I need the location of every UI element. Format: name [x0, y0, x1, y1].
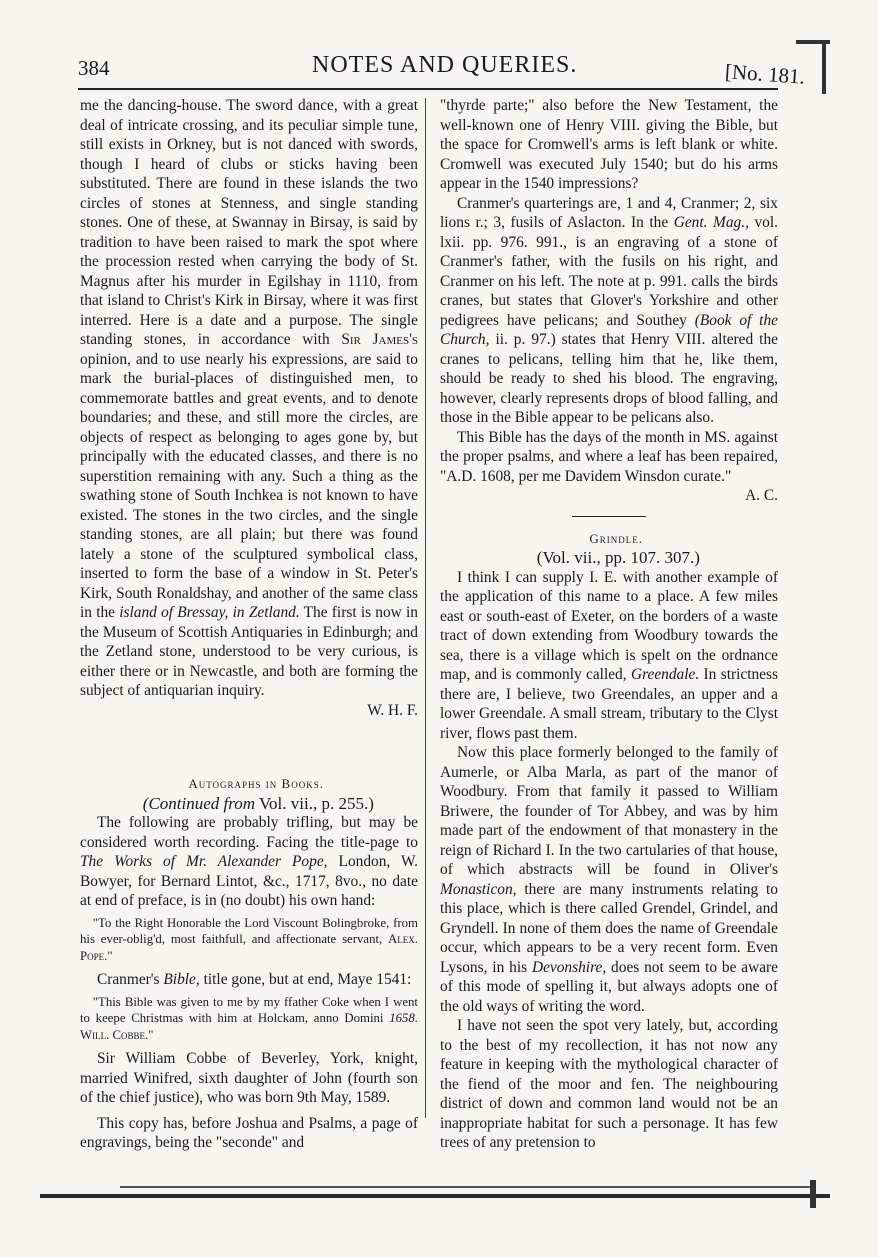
paragraph: Cranmer's Bible, title gone, but at end, Maye 1541:	[96, 971, 412, 988]
paragraph: This copy has, before Joshua and Psalms, a page of engravings, being the "seconde" and	[80, 1114, 418, 1151]
paragraph: The following are probably trifling, but may be considered worth recording. Facing the title-page to The Works of Mr. Alexander Pope, London, W. Bowyer, for Bernard Lintot, &c., 1717, 8vo., no date at end of preface, is in (no doubt) his own hand:	[80, 814, 418, 909]
paragraph: me the dancing-house. The sword dance, with a great deal of intricate crossing, and its peculiar simple tune, still exists in Orkney, but is not danced with swords, though I heard of clubs or sticks having been substituted. There are found in these islands the two circles of stones at Stenness, and single standing stones. One of these, at Swannay in Birsay, is said by tradition to have been raised to mark the spot where the procession rested when carrying the body of St. Magnus after his murder in Egilshay in 1110, from that island to Christ's Kirk in Birsay, where it was first interred. Here is a date and a purpose. The single standing stones, in accordance with Sir James's opinion, and to use nearly his expressions, are said to mark the burial-places of distinguished men, to commemorate battles and great events, and to denote boundaries; and these, and still more the circles, are objects of respect as belonging to ages gone by, but principally with the educated classes, and there is no superstition remaining with any. Such a thing as the swathing stone of South Inchkea is not known to have existed. The stones in the two circles, and the single standing stones, are all plain; but there was found lately a stone of the sculptured symbolical class, inserted to form the base of a window in St. Peter's Kirk, South Ronaldshay, and another of the same class in the island of Bressay, in Zetland. The first is now in the Museum of Scottish Antiquaries in Edinburgh; and the Zetland stone, understood to be very curious, is either there or in Newcastle, and both are forming the subject of antiquarian inquiry.	[80, 97, 418, 699]
column-divider	[425, 98, 426, 1118]
page-header	[0, 0, 878, 90]
quotation: "To the Right Honorable the Lord Viscount Bolingbroke, from his ever-oblig'd, most faithfull, and affectionate servant, Alex. Pope."	[80, 915, 418, 963]
signature: A. C.	[745, 487, 778, 504]
section-subheading: (Vol. vii., pp. 107. 307.)	[536, 548, 700, 567]
left-column	[80, 96, 418, 1153]
paragraph: Cranmer's quarterings are, 1 and 4, Cranmer; 2, six lions r.; 3, fusils of Aslacton. In the Gent. Mag., vol. lxii. pp. 976. 991., is an engraving of a stone of Cranmer's father, with the fusils on his right, and Cranmer on his left. The note at p. 991. calls the birds cranes, but states that Glover's Yorkshire and other pedigrees have pelicans; and Southey (Book of the Church, ii. p. 97.) states that Henry VIII. altered the cranes to pelicans, telling him that he, like them, should be ready to shed his blood. The engraving, however, clearly represents drops of blood falling, and those in the Bible appear to be pelicans also.	[440, 194, 778, 426]
section-heading: Grindle.	[589, 530, 643, 546]
section-subheading: (Continued from Vol. vii., p. 255.)	[142, 793, 374, 813]
page-bottom-edge	[0, 1180, 878, 1210]
paragraph: I have not seen the spot very lately, but, according to the best of my recollection, it has not now any feature in keeping with the mythological character of the fiend of the moor and fen. The neighbouring district of down and common land would not be an inappropriate habitat for such a personage. It has few trees of any pretension to	[440, 1017, 778, 1151]
header-rule	[78, 88, 778, 90]
paragraph: Sir William Cobbe of Beverley, York, knight, married Winifred, sixth daughter of John (fourth son of the chief justice), who was born 9th May, 1589.	[80, 1050, 418, 1106]
signature: W. H. F.	[367, 701, 418, 719]
right-column	[440, 96, 778, 1153]
section-divider	[572, 516, 646, 517]
paragraph: Now this place formerly belonged to the family of Aumerle, or Alba Marla, as part of the manor of Woodbury. From that family it passed to William Briwere, the founder of Tor Abbey, and was by him made part of the endowment of that monastery in the reign of Richard I. In the two cartularies of that house, of which abstracts will be found in Oliver's Monasticon, there are many instruments relating to this place, which is there called Grendel, Grindel, and Gryndell. In none of them does the name of Greendale occur, which appears to be a very recent form. Even Lysons, in his Devonshire, does not seem to be aware of this mode of spelling it, but always adopts one of the old ways of writing the word.	[440, 744, 778, 1015]
paragraph: I think I can supply I. E. with another example of the application of this name to a place. A few miles east or south-east of Exeter, on the borders of a waste tract of down extending from Woodbury towards the sea, there is a village which is spelt on the ordnance map, and is commonly called, Greendale. In strictness there are, I believe, two Greendales, an upper and a lower Greendale. A small stream, tributary to the Clyst river, flows past them.	[440, 568, 778, 742]
issue-number: [No. 181.	[724, 59, 806, 89]
paragraph: This Bible has the days of the month in MS. against the proper psalms, and where a leaf has been repaired, "A.D. 1608, per me Davidem Winsdon curate."	[440, 428, 778, 485]
paragraph: "thyrde parte;" also before the New Testament, the well-known one of Henry VIII. giving the Bible, but the space for Cromwell's arms is left blank or white. Cromwell was executed July 1540; but do his arms appear in the 1540 impressions?	[440, 97, 778, 192]
section-heading: Autographs in Books.	[188, 776, 324, 791]
running-title: NOTES AND QUERIES.	[312, 52, 578, 78]
page-number: 384	[78, 56, 110, 80]
page-corner-mark-vertical	[822, 40, 826, 94]
quotation: "This Bible was given to me by my ffather Coke when I went to keepe Christmas with him at Holckam, anno Domini 1658. Will. Cobbe."	[80, 994, 419, 1042]
